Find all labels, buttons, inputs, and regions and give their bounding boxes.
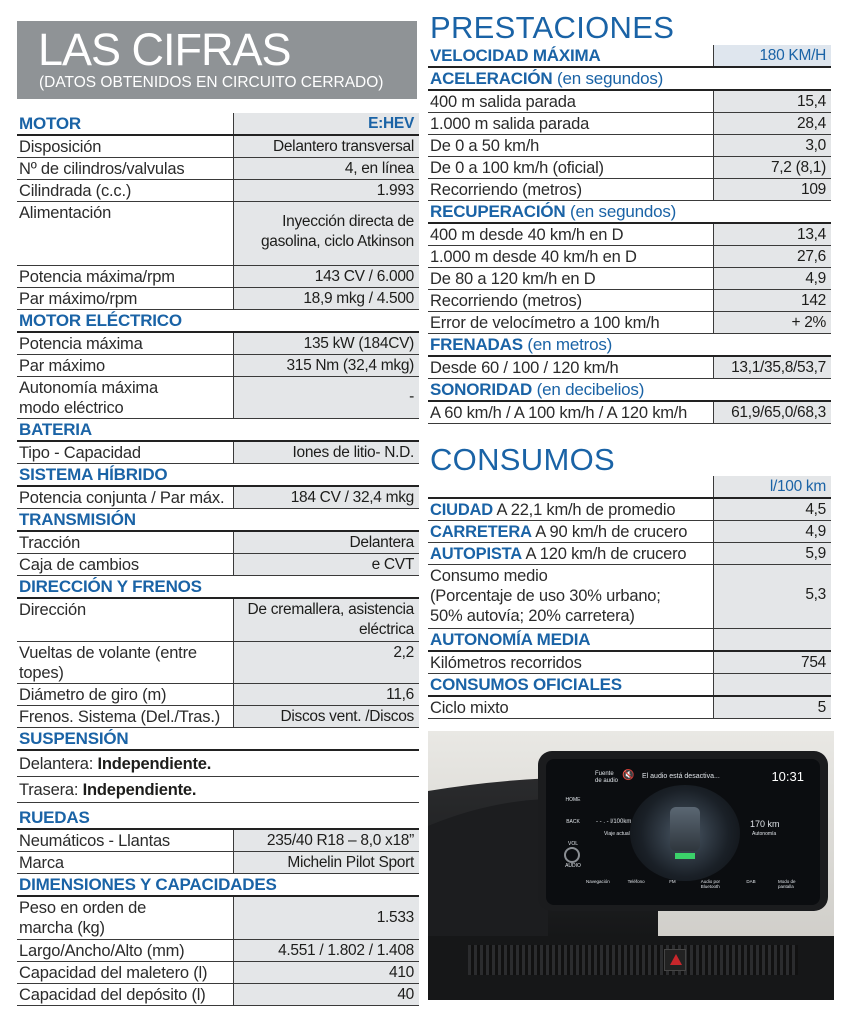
table-row: Consumo medio (Porcentaje de uso 30% urbano; 50% autovía; 20% carretera) 5,3	[428, 565, 831, 629]
bottom-bar	[586, 879, 808, 889]
table-row: Vueltas de volante (entre topes) 2,2	[17, 642, 419, 684]
table-row: Capacidad del depósito (l) 40	[17, 984, 419, 1006]
section-header-bateria: BATERIA	[17, 419, 419, 442]
mute-icon: 🔇	[622, 770, 635, 781]
dab-button[interactable]: DAB	[746, 879, 756, 884]
audio-status: El audio está desactiva...	[642, 773, 720, 780]
table-row: Recorriendo (metros) 142	[428, 290, 831, 312]
battery-level-bar	[675, 853, 695, 859]
home-button[interactable]: HOME	[565, 797, 581, 803]
navigation-button[interactable]: Navegación	[586, 879, 610, 884]
unit-row: l/100 km	[428, 476, 831, 499]
section-header-sonoridad: SONORIDAD (en decibelios)	[428, 379, 831, 402]
section-header-hibrido: SISTEMA HÍBRIDO	[17, 464, 419, 487]
table-row: Kilómetros recorridos 754	[428, 652, 831, 674]
range-label: Autonomía	[752, 831, 777, 837]
consumos-table	[428, 476, 831, 719]
table-row: Disposición Delantero transversal	[17, 136, 419, 158]
trip-label: Viaje actual	[604, 831, 630, 837]
screen-mode-button[interactable]: Modo de pantalla	[777, 879, 796, 889]
car-graphic-icon	[670, 807, 700, 851]
section-header-velocidad: VELOCIDAD MÁXIMA 180 KM/H	[428, 45, 831, 68]
table-row: Neumáticos - Llantas 235/40 R18 – 8,0 x18”	[17, 830, 419, 852]
table-row: Par máximo/rpm 18,9 mkg / 4.500	[17, 288, 419, 310]
table-row: De 0 a 100 km/h (oficial) 7,2 (8,1)	[428, 157, 831, 179]
table-row: Nº de cilindros/valvulas 4, en línea	[17, 158, 419, 180]
hazard-icon	[670, 954, 682, 965]
table-row: Trasera: Independiente.	[17, 777, 419, 803]
table-row: Capacidad del maletero (l) 410	[17, 962, 419, 984]
bluetooth-audio-button[interactable]: Audio por Bluetooth	[700, 879, 721, 889]
table-row: Largo/Ancho/Alto (mm) 4.551 / 1.802 / 1.408	[17, 940, 419, 962]
section-header-suspension: SUSPENSIÓN	[17, 728, 419, 751]
table-row: CIUDAD A 22,1 km/h de promedio 4,5	[428, 499, 831, 521]
back-button[interactable]: BACK	[566, 819, 580, 825]
section-header-motor-electrico: MOTOR ELÉCTRICO	[17, 310, 419, 333]
section-header-oficiales: CONSUMOS OFICIALES	[428, 674, 831, 697]
section-header-autonomia: AUTONOMÍA MEDIA	[428, 629, 831, 652]
table-row: 400 m desde 40 km/h en D 13,4	[428, 224, 831, 246]
section-header-motor: MOTOR E:HEV	[17, 113, 419, 136]
audio-source-label[interactable]: Fuente de audio	[595, 771, 619, 784]
title-banner	[17, 21, 417, 99]
air-vents	[468, 945, 798, 975]
volume-knob[interactable]	[564, 847, 580, 863]
clock: 10:31	[771, 769, 804, 784]
table-row: AUTOPISTA A 120 km/h de crucero 5,9	[428, 543, 831, 565]
page-title: LAS CIFRAS	[38, 24, 291, 75]
motor-table	[17, 113, 419, 1006]
table-row: Potencia máxima 135 kW (184CV)	[17, 333, 419, 355]
consumos-heading: CONSUMOS	[430, 442, 615, 477]
table-row: Dirección De cremallera, asistencia eléctrica	[17, 599, 419, 642]
table-row: Caja de cambios e CVT	[17, 554, 419, 576]
table-row: Potencia máxima/rpm 143 CV / 6.000	[17, 266, 419, 288]
table-row: Par máximo 315 Nm (32,4 mkg)	[17, 355, 419, 377]
table-row: 1.000 m desde 40 km/h en D 27,6	[428, 246, 831, 268]
section-header-ruedas: RUEDAS	[17, 807, 419, 830]
fm-button[interactable]: FM	[669, 879, 676, 884]
table-row: Cilindrada (c.c.) 1.993	[17, 180, 419, 202]
section-header-dimensiones: DIMENSIONES Y CAPACIDADES	[17, 874, 419, 897]
table-row: Marca Michelin Pilot Sport	[17, 852, 419, 874]
table-row: CARRETERA A 90 km/h de crucero 4,9	[428, 521, 831, 543]
section-header-recuperacion: RECUPERACIÓN (en segundos)	[428, 201, 831, 224]
section-header-aceleracion: ACELERACIÓN (en segundos)	[428, 68, 831, 91]
table-row: De 0 a 50 km/h 3,0	[428, 135, 831, 157]
range-value: 170 km	[750, 819, 780, 829]
side-menu	[562, 789, 584, 877]
prestaciones-table	[428, 45, 831, 424]
table-row: Tracción Delantera	[17, 532, 419, 554]
table-row: Recorriendo (metros) 109	[428, 179, 831, 201]
section-header-direccion: DIRECCIÓN Y FRENOS	[17, 576, 419, 599]
table-row: Tipo - Capacidad Iones de litio- N.D.	[17, 442, 419, 464]
section-header-transmision: TRANSMISIÓN	[17, 509, 419, 532]
table-row: Ciclo mixto 5	[428, 697, 831, 719]
table-row: Error de velocímetro a 100 km/h + 2%	[428, 312, 831, 334]
table-row: Delantera: Independiente.	[17, 751, 419, 777]
table-row: A 60 km/h / A 100 km/h / A 120 km/h 61,9/65,0/68,3	[428, 402, 831, 424]
table-row: 400 m salida parada 15,4	[428, 91, 831, 113]
table-row: Diámetro de giro (m) 11,6	[17, 684, 419, 706]
table-row: De 80 a 120 km/h en D 4,9	[428, 268, 831, 290]
table-row: Potencia conjunta / Par máx. 184 CV / 32,4 mkg	[17, 487, 419, 509]
hazard-button[interactable]	[664, 949, 686, 971]
prestaciones-heading: PRESTACIONES	[430, 10, 675, 45]
dashboard-photo	[428, 731, 834, 1000]
page-subtitle: (DATOS OBTENIDOS EN CIRCUITO CERRADO)	[39, 74, 384, 91]
phone-button[interactable]: Teléfono	[627, 879, 645, 884]
volume-button[interactable]: VOL AUDIO	[565, 841, 581, 869]
trip-value: - - . - l/100km	[596, 819, 632, 825]
table-row: Autonomía máxima modo eléctrico -	[17, 377, 419, 419]
table-row: 1.000 m salida parada 28,4	[428, 113, 831, 135]
table-row: Peso en orden de marcha (kg) 1.533	[17, 897, 419, 940]
infotainment-screen	[560, 767, 810, 897]
table-row: Desde 60 / 100 / 120 km/h 13,1/35,8/53,7	[428, 357, 831, 379]
table-row: Alimentación Inyección directa de gasolina, ciclo Atkinson	[17, 202, 419, 266]
table-row: Frenos. Sistema (Del./Tras.) Discos vent. /Discos	[17, 706, 419, 728]
section-header-frenadas: FRENADAS (en metros)	[428, 334, 831, 357]
